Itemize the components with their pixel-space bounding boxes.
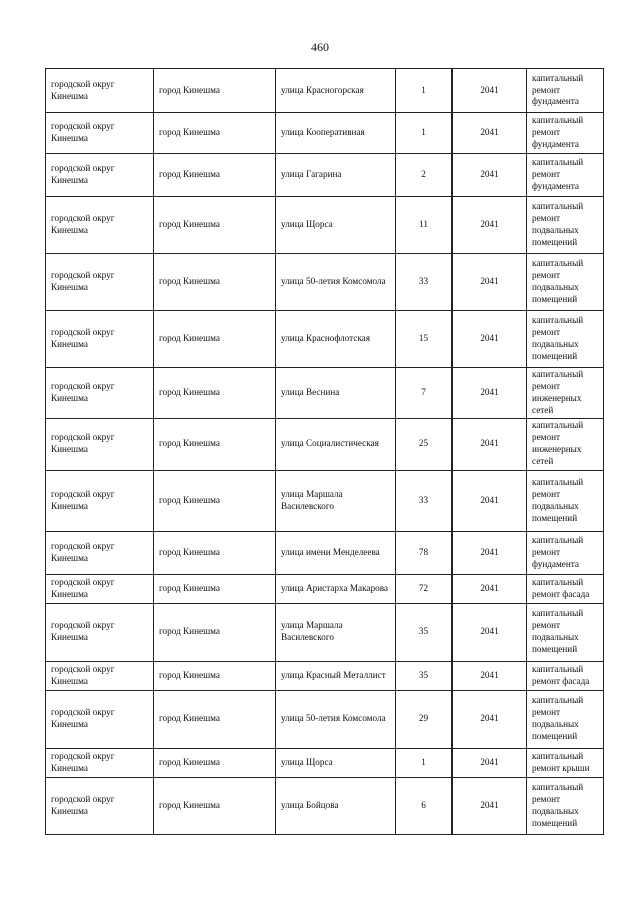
house-number-cell: 29: [396, 690, 453, 748]
house-number-cell: 72: [396, 574, 453, 603]
city-cell: город Кинешма: [154, 69, 276, 113]
table-row: [46, 418, 604, 470]
house-number-cell: 11: [396, 197, 453, 254]
district-cell: городской округ Кинешма: [46, 154, 154, 197]
work-type-cell: капитальный ремонт подвальных помещений: [527, 690, 604, 748]
house-number-cell: 78: [396, 531, 453, 574]
work-type-cell: капитальный ремонт подвальных помещений: [527, 254, 604, 311]
work-type-cell: капитальный ремонт фасада: [527, 574, 604, 603]
city-cell: город Кинешма: [154, 113, 276, 154]
street-cell: улица Красный Металлист: [276, 661, 396, 690]
city-cell: город Кинешма: [154, 603, 276, 661]
year-cell: 2041: [452, 661, 527, 690]
year-cell: 2041: [452, 748, 527, 777]
repair-table: [45, 68, 604, 835]
table-row: [46, 154, 604, 197]
table-row: [46, 470, 604, 531]
street-cell: улица Маршала Василевского: [276, 470, 396, 531]
year-cell: 2041: [452, 254, 527, 311]
table-row: [46, 748, 604, 777]
house-number-cell: 1: [396, 113, 453, 154]
table-row: [46, 368, 604, 419]
work-type-cell: капитальный ремонт фасада: [527, 661, 604, 690]
district-cell: городской округ Кинешма: [46, 418, 154, 470]
house-number-cell: 6: [396, 777, 453, 834]
house-number-cell: 35: [396, 661, 453, 690]
work-type-cell: капитальный ремонт фундамента: [527, 531, 604, 574]
street-cell: улица имени Менделеева: [276, 531, 396, 574]
year-cell: 2041: [452, 154, 527, 197]
year-cell: 2041: [452, 690, 527, 748]
year-cell: 2041: [452, 777, 527, 834]
year-cell: 2041: [452, 197, 527, 254]
table-row: [46, 113, 604, 154]
district-cell: городской округ Кинешма: [46, 748, 154, 777]
city-cell: город Кинешма: [154, 531, 276, 574]
street-cell: улица Бойцова: [276, 777, 396, 834]
house-number-cell: 7: [396, 368, 453, 419]
table-row: [46, 254, 604, 311]
year-cell: 2041: [452, 113, 527, 154]
street-cell: улица Гагарина: [276, 154, 396, 197]
city-cell: город Кинешма: [154, 661, 276, 690]
table-row: [46, 661, 604, 690]
house-number-cell: 1: [396, 69, 453, 113]
city-cell: город Кинешма: [154, 311, 276, 368]
district-cell: городской округ Кинешма: [46, 574, 154, 603]
house-number-cell: 1: [396, 748, 453, 777]
district-cell: городской округ Кинешма: [46, 470, 154, 531]
district-cell: городской округ Кинешма: [46, 311, 154, 368]
year-cell: 2041: [452, 470, 527, 531]
table-body: [46, 69, 604, 835]
street-cell: улица 50-летия Комсомола: [276, 254, 396, 311]
year-cell: 2041: [452, 311, 527, 368]
street-cell: улица Кооперативная: [276, 113, 396, 154]
street-cell: улица Маршала Василевского: [276, 603, 396, 661]
house-number-cell: 33: [396, 254, 453, 311]
house-number-cell: 33: [396, 470, 453, 531]
district-cell: городской округ Кинешма: [46, 254, 154, 311]
work-type-cell: капитальный ремонт инженерных сетей: [527, 368, 604, 419]
year-cell: 2041: [452, 603, 527, 661]
year-cell: 2041: [452, 531, 527, 574]
page-number: 460: [311, 40, 329, 54]
district-cell: городской округ Кинешма: [46, 690, 154, 748]
year-cell: 2041: [452, 574, 527, 603]
year-cell: 2041: [452, 368, 527, 419]
table-row: [46, 69, 604, 113]
district-cell: городской округ Кинешма: [46, 531, 154, 574]
year-cell: 2041: [452, 418, 527, 470]
district-cell: городской округ Кинешма: [46, 603, 154, 661]
street-cell: улица 50-летия Комсомола: [276, 690, 396, 748]
work-type-cell: капитальный ремонт фундамента: [527, 154, 604, 197]
work-type-cell: капитальный ремонт фундамента: [527, 113, 604, 154]
table-row: [46, 197, 604, 254]
house-number-cell: 2: [396, 154, 453, 197]
district-cell: городской округ Кинешма: [46, 661, 154, 690]
work-type-cell: капитальный ремонт подвальных помещений: [527, 197, 604, 254]
table-row: [46, 574, 604, 603]
house-number-cell: 25: [396, 418, 453, 470]
street-cell: улица Щорса: [276, 748, 396, 777]
street-cell: улица Красногорская: [276, 69, 396, 113]
work-type-cell: капитальный ремонт инженерных сетей: [527, 418, 604, 470]
district-cell: городской округ Кинешма: [46, 69, 154, 113]
street-cell: улица Социалистическая: [276, 418, 396, 470]
street-cell: улица Веснина: [276, 368, 396, 419]
table-row: [46, 690, 604, 748]
work-type-cell: капитальный ремонт подвальных помещений: [527, 777, 604, 834]
street-cell: улица Краснофлотская: [276, 311, 396, 368]
city-cell: город Кинешма: [154, 418, 276, 470]
street-cell: улица Аристарха Макарова: [276, 574, 396, 603]
work-type-cell: капитальный ремонт крыши: [527, 748, 604, 777]
city-cell: город Кинешма: [154, 748, 276, 777]
city-cell: город Кинешма: [154, 470, 276, 531]
city-cell: город Кинешма: [154, 777, 276, 834]
house-number-cell: 35: [396, 603, 453, 661]
work-type-cell: капитальный ремонт фундамента: [527, 69, 604, 113]
table-row: [46, 531, 604, 574]
district-cell: городской округ Кинешма: [46, 197, 154, 254]
table-row: [46, 777, 604, 834]
city-cell: город Кинешма: [154, 574, 276, 603]
table-row: [46, 311, 604, 368]
city-cell: город Кинешма: [154, 254, 276, 311]
district-cell: городской округ Кинешма: [46, 777, 154, 834]
work-type-cell: капитальный ремонт подвальных помещений: [527, 470, 604, 531]
district-cell: городской округ Кинешма: [46, 368, 154, 419]
city-cell: город Кинешма: [154, 368, 276, 419]
table-row: [46, 603, 604, 661]
district-cell: городской округ Кинешма: [46, 113, 154, 154]
city-cell: город Кинешма: [154, 154, 276, 197]
year-cell: 2041: [452, 69, 527, 113]
work-type-cell: капитальный ремонт подвальных помещений: [527, 603, 604, 661]
city-cell: город Кинешма: [154, 690, 276, 748]
street-cell: улица Щорса: [276, 197, 396, 254]
city-cell: город Кинешма: [154, 197, 276, 254]
house-number-cell: 15: [396, 311, 453, 368]
work-type-cell: капитальный ремонт подвальных помещений: [527, 311, 604, 368]
